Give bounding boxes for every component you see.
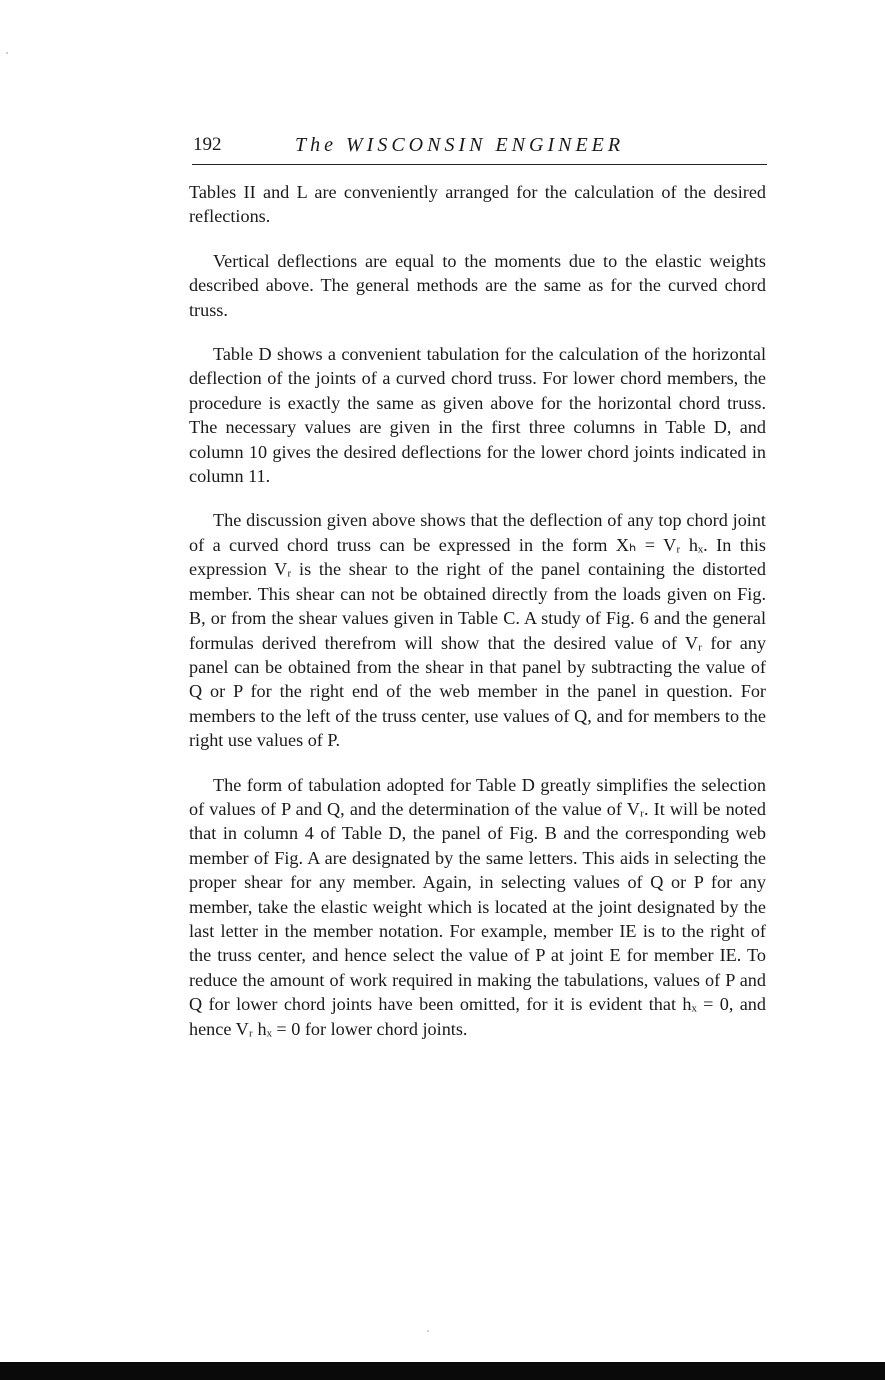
scan-speck [6,52,8,54]
paragraph-5: The form of tabulation adopted for Table D greatly simplifies the selection of values of P and Q, and the determination of the value of Vᵣ. It will be noted that in column 4 of Table D, the panel of Fig. B and the corresponding web member of Fig. A are designated by the same letters. This aids in selecting the proper shear for any member. Again, in selecting values of Q or P for any member, take the elastic weight which is located at the joint designated by the last letter in the member notation. For example, member IE is to the right of the truss center, and hence select the value of P at joint E for member IE. To reduce the amount of work required in making the tabulations, values of P and Q for lower chord joints have been omitted, for it is evident that hₓ = 0, and hence Vᵣ hₓ = 0 for lower chord joints. [189,774,766,1039]
scan-border [0,1362,885,1380]
header-rule [192,164,767,165]
paragraph-2: Vertical deflections are equal to the moments due to the elastic weights described above. The general methods are the same as for the curved chord truss. [189,250,766,320]
paragraph-1: Tables II and L are conveniently arranged for the calculation of the desired reflections. [189,182,766,227]
scan-speck [427,1330,429,1332]
paragraph-4: The discussion given above shows that the deflection of any top chord joint of a curved chord truss can be expressed in the form Xₕ = Vᵣ hₓ. In this expression Vᵣ is the shear to the right of the panel containing the distorted member. This shear can not be obtained directly from the loads given on Fig. B, or from the shear values given in Table C. A study of Fig. 6 and the general formulas derived therefrom will show that the desired value of Vᵣ for any panel can be obtained from the shear in that panel by subtracting the value of Q or P for the right end of the web member in the panel in question. For members to the left of the truss center, use values of Q, and for members to the right use values of P. [189,510,766,751]
page-number: 192 [193,134,222,155]
running-head: The WISCONSIN ENGINEER [295,134,625,156]
body-text [189,180,766,1061]
paragraph-3: Table D shows a convenient tabulation for the calculation of the horizontal deflection of the joints of a curved chord truss. For lower chord members, the procedure is exactly the same as given above for the horizontal chord truss. The necessary values are given in the first three columns in Table D, and column 10 gives the desired deflections for the lower chord joints indicated in column 11. [189,344,766,487]
page-header [193,134,765,158]
